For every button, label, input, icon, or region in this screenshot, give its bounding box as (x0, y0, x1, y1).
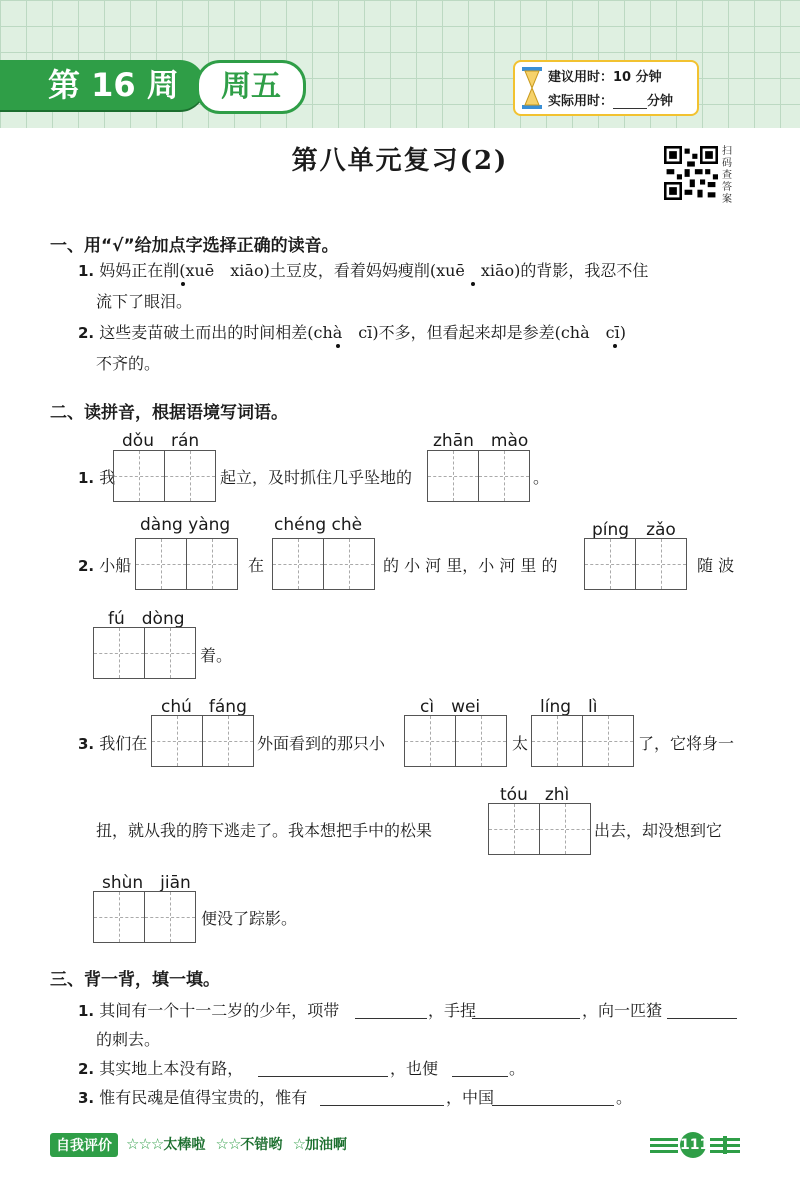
writing-grid-zhan-mao[interactable] (427, 450, 530, 502)
pinyin-dou-ran: dǒu rán (122, 431, 200, 451)
s2-q2-t4: 随 波 (697, 556, 735, 575)
s3-q1-num: 1. (78, 1002, 95, 1020)
writing-cell[interactable] (532, 716, 582, 766)
page-title: 第八单元复习(2) (291, 146, 509, 176)
writing-cell[interactable] (635, 539, 686, 589)
s2-q1-num: 1. (78, 469, 95, 487)
writing-grid-tou-zhi[interactable] (488, 803, 591, 855)
writing-cell[interactable] (136, 539, 186, 589)
emphasis-dot (181, 282, 185, 286)
s1-q1-num: 1. (78, 262, 95, 280)
s3-q3-num: 3. (78, 1089, 95, 1107)
actual-time-unit: 分钟 (647, 94, 674, 109)
pinyin-chu-fang: chú fáng (161, 697, 247, 717)
writing-cell[interactable] (582, 716, 633, 766)
writing-cell[interactable] (152, 716, 202, 766)
rating-good: 不错哟 (240, 1137, 283, 1153)
writing-cell[interactable] (164, 451, 215, 501)
writing-cell[interactable] (144, 892, 195, 942)
writing-cell[interactable] (202, 716, 253, 766)
actual-time-blank[interactable] (613, 94, 647, 109)
pinyin-ling-li: líng lì (540, 697, 598, 717)
rating-row (126, 1134, 347, 1154)
s2-q3-num: 3. (78, 735, 95, 753)
s1-q2-line1 (78, 320, 626, 343)
s3-q1-t1: 其间有一个十一二岁的少年，项带 (99, 1001, 340, 1020)
s3-q2-line (78, 1056, 243, 1079)
star-icon[interactable]: ☆ (292, 1135, 306, 1153)
s3-q3-line (78, 1085, 307, 1108)
s1-q2-line2: 不齐的。 (96, 354, 161, 373)
suggested-time: 建议用时：10 分钟 (548, 70, 662, 85)
s3-q2-t2: ，也便 (390, 1059, 439, 1078)
s2-q1-t3: 。 (533, 468, 550, 487)
writing-grid-dou-ran[interactable] (113, 450, 216, 502)
s2-q2-text1 (78, 553, 131, 576)
writing-cell[interactable] (114, 451, 164, 501)
week-banner: 第 16 周 (0, 60, 205, 110)
writing-grid-ping-zao[interactable] (584, 538, 687, 590)
fill-blank[interactable] (472, 1017, 580, 1019)
actual-time (548, 90, 673, 109)
writing-grid-shun-jian[interactable] (93, 891, 196, 943)
s1-q1-line1 (78, 258, 648, 281)
pinyin-zhan-mao: zhān mào (433, 431, 529, 451)
s2-q1-text1 (78, 465, 115, 488)
s2-q3-text1 (78, 731, 147, 754)
self-eval-label: 自我评价 (50, 1133, 118, 1157)
pinyin-fu-dong: fú dòng (108, 609, 185, 629)
rating-try: 加油啊 (305, 1137, 348, 1153)
s2-q3-t5: 扭，就从我的胯下逃走了。我本想把手中的松果 (96, 821, 433, 840)
rating-great: 太棒啦 (163, 1137, 206, 1153)
decor-grid-icon (710, 1136, 740, 1154)
hourglass-icon (521, 66, 543, 110)
s2-q3-t4: 了，它将身一 (638, 734, 735, 753)
section1-heading: 一、用“√”给加点字选择正确的读音。 (50, 236, 339, 256)
fill-blank[interactable] (320, 1104, 444, 1106)
writing-grid-fu-dong[interactable] (93, 627, 196, 679)
s3-q2-num: 2. (78, 1060, 95, 1078)
s2-q2-num: 2. (78, 557, 95, 575)
s3-q1-t3: ，向一匹猹 (582, 1001, 663, 1020)
writing-grid-ci-wei[interactable] (404, 715, 507, 767)
s1-q1-text: 妈妈正在削(xuē xiāo)土豆皮，看着妈妈瘦削(xuē xiāo)的背影，我忍不住 (99, 261, 649, 280)
fill-blank[interactable] (355, 1017, 427, 1019)
s2-q3-t6: 出去，却没想到它 (594, 821, 723, 840)
s2-q3-t2: 外面看到的那只小 (257, 734, 386, 753)
star-icon[interactable]: ☆☆ (215, 1135, 241, 1153)
pinyin-cheng-che: chéng chè (274, 515, 363, 535)
decor-grid-icon (650, 1136, 678, 1154)
writing-cell[interactable] (478, 451, 529, 501)
s1-q2-num: 2. (78, 324, 95, 342)
s3-q3-t3: 。 (616, 1088, 633, 1107)
s1-q2-text: 这些麦苗破土而出的时间相差(chà cī)不多，但看起来却是参差(chà cī) (99, 323, 626, 342)
pinyin-ci-wei: cì wei (420, 697, 481, 717)
qr-label: 扫码查答案 (722, 146, 732, 205)
writing-cell[interactable] (428, 451, 478, 501)
writing-cell[interactable] (273, 539, 323, 589)
s2-q1-t1: 我 (99, 468, 116, 487)
writing-cell[interactable] (539, 804, 590, 854)
pinyin-tou-zhi: tóu zhì (500, 785, 570, 805)
s1-q1-line2: 流下了眼泪。 (96, 292, 193, 311)
s2-q2-t3: 的 小 河 里，小 河 里 的 (383, 556, 558, 575)
pinyin-shun-jian: shùn jiān (102, 873, 191, 893)
fill-blank[interactable] (667, 1017, 737, 1019)
s3-q2-t3: 。 (509, 1059, 526, 1078)
emphasis-dot (336, 344, 340, 348)
writing-grid-chu-fang[interactable] (151, 715, 254, 767)
s2-q2-t2: 在 (248, 556, 265, 575)
star-icon[interactable]: ☆☆☆ (126, 1135, 164, 1153)
s3-q1-line1 (78, 998, 339, 1021)
writing-cell[interactable] (94, 892, 144, 942)
writing-grid-ling-li[interactable] (531, 715, 634, 767)
writing-cell[interactable] (585, 539, 635, 589)
writing-cell[interactable] (405, 716, 455, 766)
emphasis-dot (613, 344, 617, 348)
page-number: 111 (680, 1132, 706, 1158)
s3-q2-t1: 其实地上本没有路， (99, 1059, 244, 1078)
writing-cell[interactable] (455, 716, 506, 766)
s2-q3-t3: 太 (512, 734, 529, 753)
day-label: 周五 (196, 60, 306, 114)
actual-time-label: 实际用时： (548, 94, 614, 109)
section2-heading: 二、读拼音，根据语境写词语。 (50, 403, 288, 423)
writing-grid-cheng-che[interactable] (272, 538, 375, 590)
emphasis-dot (471, 282, 475, 286)
s2-q1-t2: 起立，及时抓住几乎坠地的 (220, 468, 413, 487)
fill-blank[interactable] (258, 1075, 388, 1077)
writing-cell[interactable] (186, 539, 237, 589)
s2-q2-t1: 小船 (99, 556, 132, 575)
fill-blank[interactable] (492, 1104, 614, 1106)
s2-q2-t5: 着。 (200, 646, 233, 665)
pinyin-ping-zao: píng zǎo (592, 520, 676, 540)
writing-cell[interactable] (489, 804, 539, 854)
s2-q3-t7: 便没了踪影。 (201, 909, 298, 928)
writing-cell[interactable] (144, 628, 195, 678)
section3-heading: 三、背一背，填一填。 (50, 970, 220, 990)
qr-code-icon[interactable] (664, 146, 718, 200)
s3-q3-t2: ，中国 (446, 1088, 495, 1107)
writing-cell[interactable] (323, 539, 374, 589)
s3-q3-t1: 惟有民魂是值得宝贵的，惟有 (99, 1088, 308, 1107)
writing-cell[interactable] (94, 628, 144, 678)
writing-grid-dang-yang[interactable] (135, 538, 238, 590)
s2-q3-t1: 我们在 (99, 734, 148, 753)
s3-q1-t4: 的刺去。 (96, 1030, 161, 1049)
fill-blank[interactable] (452, 1075, 508, 1077)
pinyin-dang-yang: dàng yàng (140, 515, 231, 535)
s3-q1-t2: ，手捏 (428, 1001, 477, 1020)
